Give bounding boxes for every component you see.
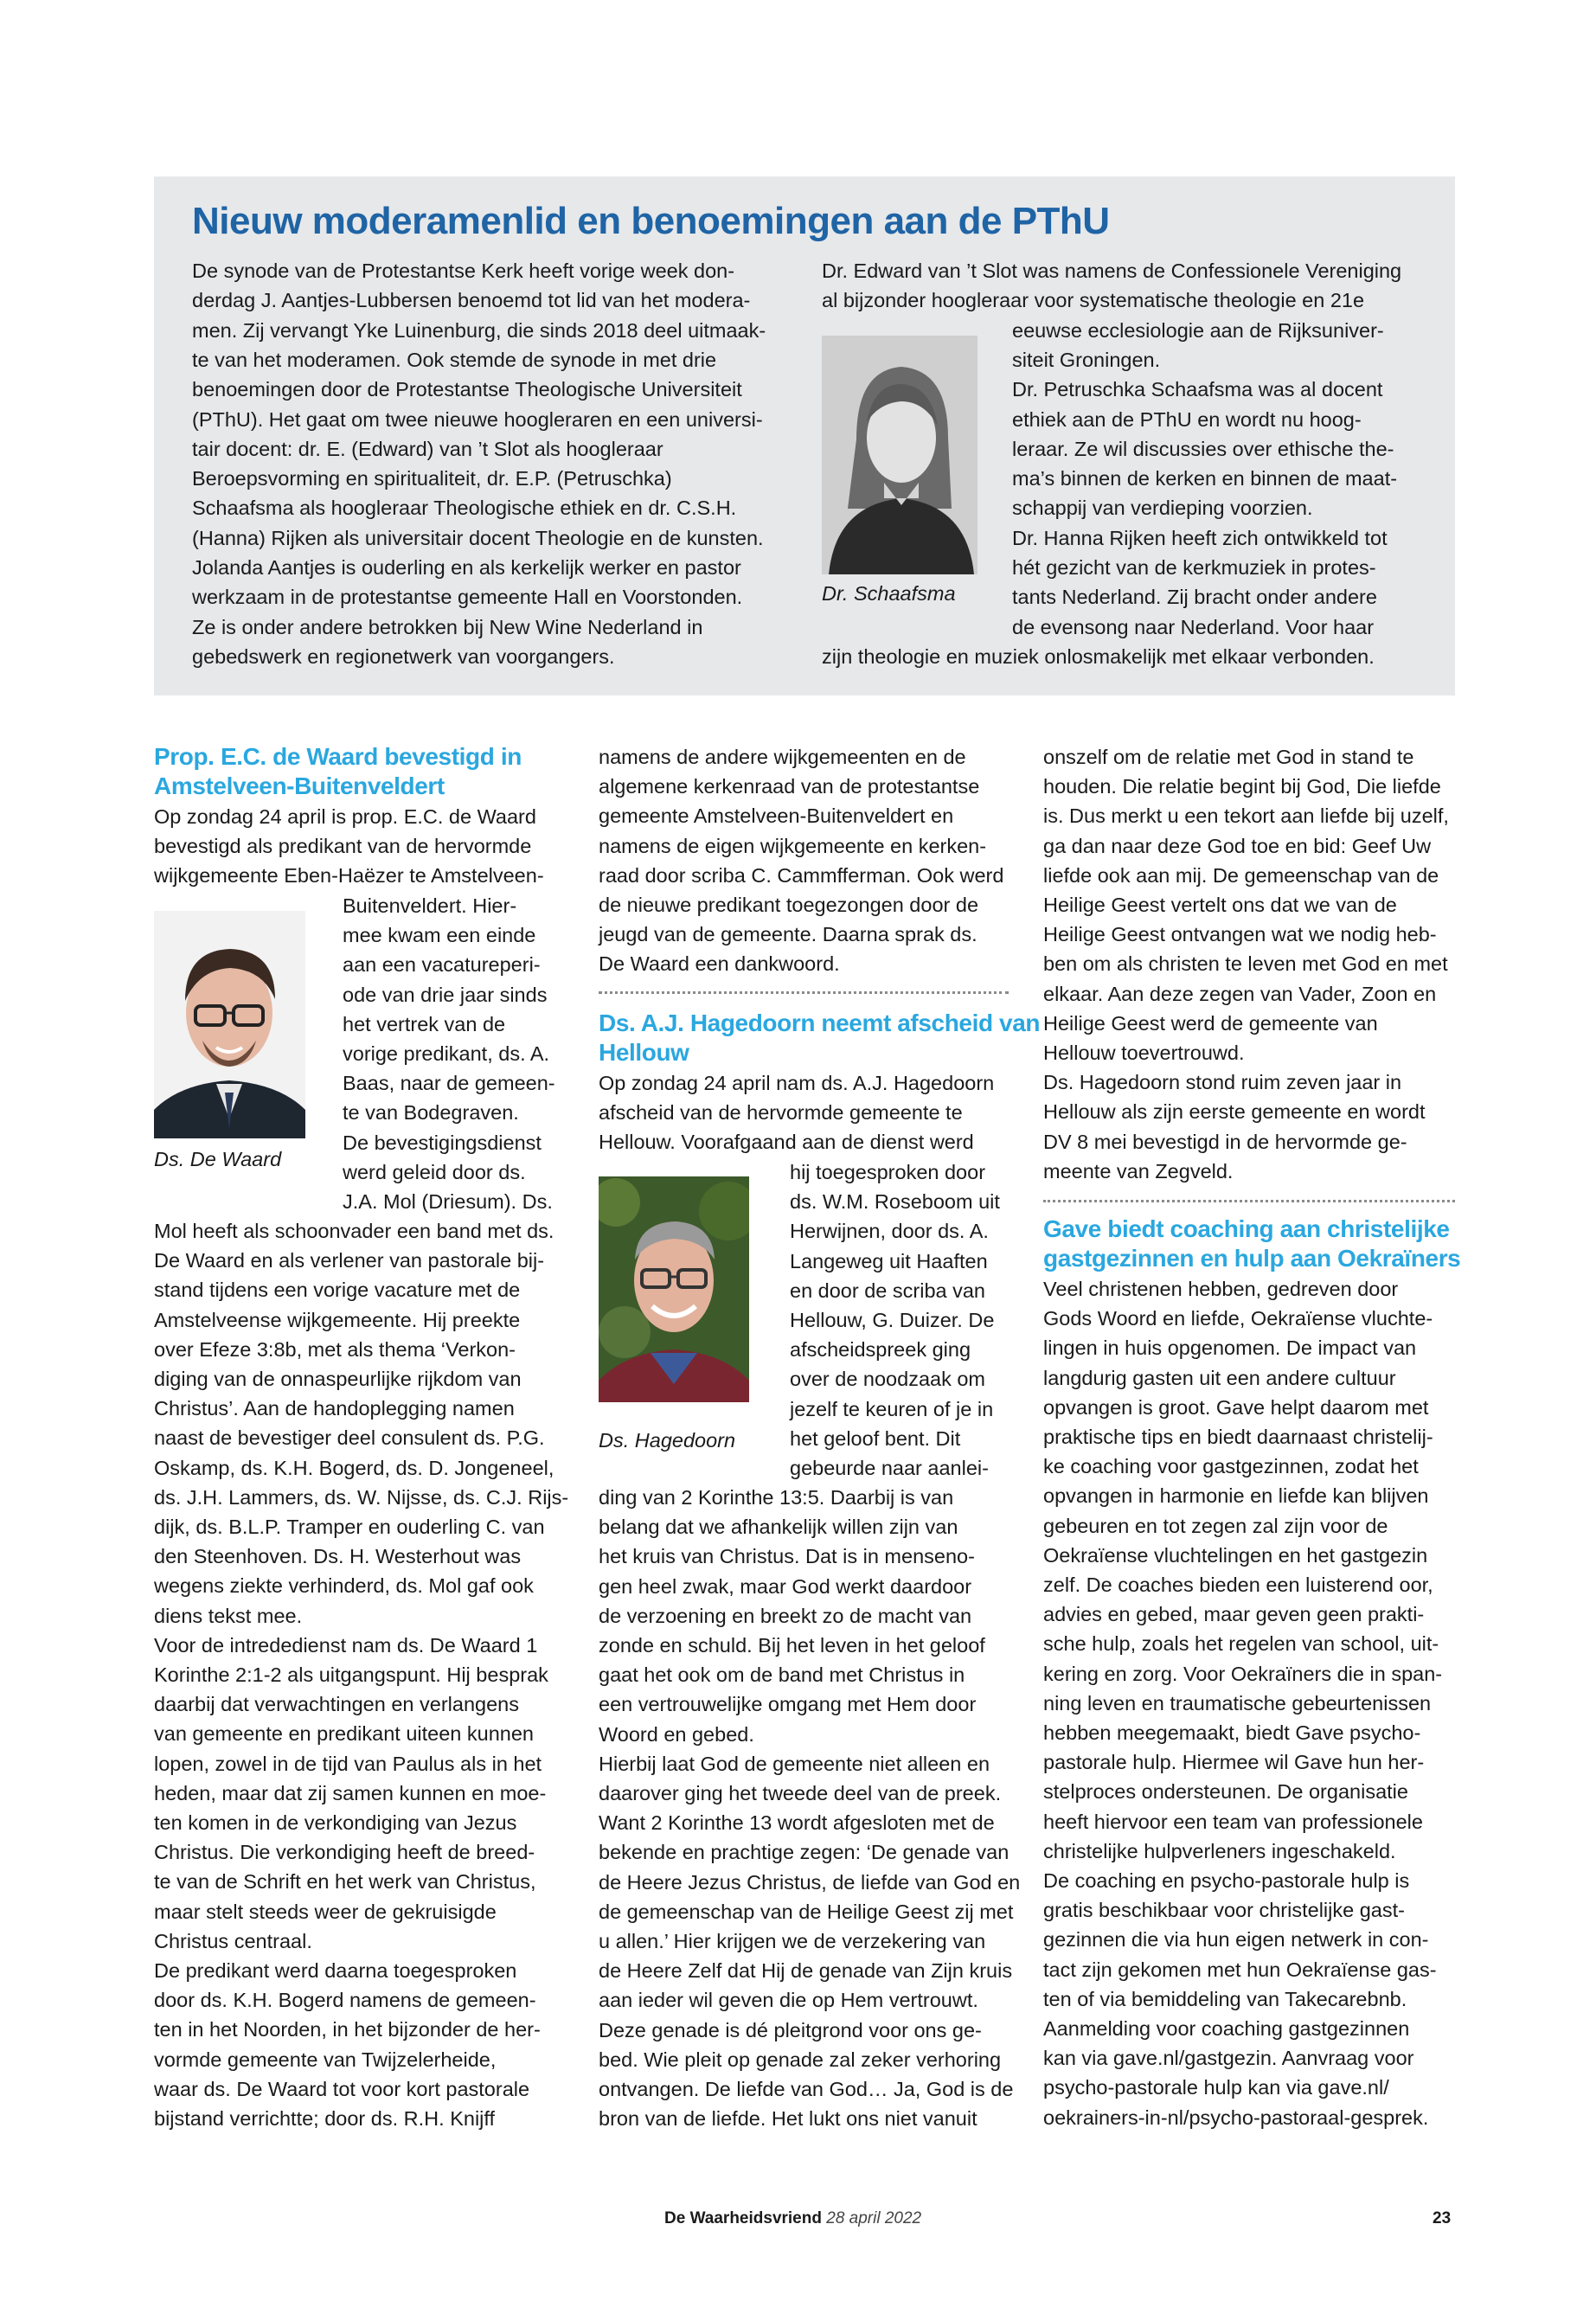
text-line: opvangen is groot. Gave helpt daarom met [1043, 1395, 1429, 1419]
text-line: werkzaam in de protestantse gemeente Hall en Voorstonden. [192, 586, 743, 609]
text-line: waar ds. De Waard tot voor kort pastorale [154, 2077, 530, 2100]
heading-line: gastgezinnen en hulp aan Oekraïners [1043, 1245, 1461, 1272]
text-line: heeft hiervoor een team van professionele [1043, 1810, 1423, 1833]
text-line: Schaafsma als hoogleraar Theologische ethiek en dr. C.S.H. [192, 497, 737, 520]
caption-schaafsma: Dr. Schaafsma [822, 582, 956, 605]
text-line: belang dat we afhankelijk willen zijn van [599, 1516, 958, 1539]
text-line: den Steenhoven. Ds. H. Westerhout was [154, 1545, 522, 1568]
text-line: lopen, zowel in de tijd van Paulus als in het [154, 1752, 542, 1775]
text-line: het kruis van Christus. Dat is in menseno- [599, 1545, 975, 1568]
text-line: gemeente Amstelveen-Buitenveldert en [599, 804, 954, 828]
text-line: afscheidspreek ging [790, 1338, 971, 1362]
publication-date: 28 april 2022 [826, 2209, 922, 2227]
text-line: aan een vacatureperi- [343, 953, 541, 977]
text-line: De predikant werd daarna toegesproken [154, 1959, 517, 1982]
text-line: Oekraïense vluchtelingen en het gastgezin [1043, 1543, 1428, 1567]
text-line: aan ieder wil geven die op Hem vertrouwt. [599, 1989, 978, 2012]
text-line: Op zondag 24 april is prop. E.C. de Waard [154, 805, 536, 828]
text-line: benoemingen door de Protestantse Theologische Universiteit [192, 378, 742, 401]
text-line: raad door scriba C. Cammfferman. Ook werd [599, 863, 1004, 887]
footer-publication [664, 2208, 921, 2230]
text-line: Hellouw als zijn eerste gemeente en wordt [1043, 1100, 1426, 1124]
text-line: de Heere Zelf dat Hij de genade van Zijn kruis [599, 1959, 1013, 1983]
text-line: ten komen in de verkondiging van Jezus [154, 1811, 517, 1834]
text-line: het vertrek van de [343, 1012, 506, 1035]
article-divider-1 [599, 991, 1009, 994]
text-line: Jolanda Aantjes is ouderling en als kerkelijk werker en pastor [192, 556, 741, 579]
text-line: christelijke hulpverleners ingeschakeld. [1043, 1839, 1396, 1862]
text-line: De coaching en psycho-pastorale hulp is [1043, 1869, 1410, 1892]
text-line: Baas, naar de gemeen- [343, 1072, 555, 1095]
page-number: 23 [1433, 2209, 1452, 2227]
text-line: namens de eigen wijkgemeente en kerken- [599, 834, 987, 857]
photo-hagedoorn [599, 1176, 749, 1402]
text-line: de verzoening en breekt zo de macht van [599, 1604, 972, 1627]
text-line: naast de bevestiger deel consulent ds. P.G. [154, 1426, 545, 1450]
text-line: tact zijn gekomen met hun Oekraïense gas- [1043, 1958, 1437, 1981]
text-line: elkaar. Aan deze zegen van Vader, Zoon en [1043, 982, 1437, 1005]
text-line: Voor de intrededienst nam ds. De Waard 1 [154, 1633, 538, 1657]
text-line: pastorale hulp. Hiermee wil Gave hun her- [1043, 1751, 1425, 1774]
text-line: Hellouw toevertrouwd. [1043, 1042, 1245, 1064]
text-line: Want 2 Korinthe 13 wordt afgesloten met de [599, 1811, 995, 1835]
text-line: jezelf te keuren of je in [790, 1397, 994, 1420]
text-line: vorige predikant, ds. A. [343, 1042, 550, 1065]
text-line: onszelf om de relatie met God in stand te [1043, 746, 1414, 768]
text-line: tair docent: dr. E. (Edward) van ’t Slot als hoogleraar [192, 437, 663, 460]
text-line: gaat het ook om de band met Christus in [599, 1663, 965, 1687]
text-line: Dr. Edward van ’t Slot was namens de Confessionele Vereniging [822, 260, 1402, 282]
text-line: Korinthe 2:1-2 als uitgangspunt. Hij besprak [154, 1663, 548, 1686]
text-line: stelproces ondersteunen. De organisatie [1043, 1780, 1408, 1804]
text-line: kering en zorg. Voor Oekraïners die in span- [1043, 1662, 1443, 1685]
text-line: J.A. Mol (Driesum). Ds. [343, 1190, 553, 1213]
text-line: sche hulp, zoals het regelen van school, uit- [1043, 1632, 1439, 1656]
text-line: werd geleid door ds. [343, 1160, 526, 1183]
text-line: derdag J. Aantjes-Lubbersen benoemd tot lid van het modera- [192, 289, 751, 312]
text-line: u allen.’ Hier krijgen we de verzekering van [599, 1930, 986, 1952]
text-line: Deze genade is dé pleitgrond voor ons ge- [599, 2018, 982, 2041]
text-line: (PThU). Het gaat om twee nieuwe hoogleraren en een universi- [192, 407, 763, 431]
text-line: eeuwse ecclesiologie aan de Rijksuniver- [1012, 318, 1384, 342]
heading-line: Amstelveen-Buitenveldert [154, 772, 445, 799]
text-line: ga dan naar deze God toe en bid: Geef Uw [1043, 834, 1432, 857]
text-line: siteit Groningen. [1012, 348, 1161, 371]
text-line: Aanmelding voor coaching gastgezinnen [1043, 2017, 1410, 2040]
text-line: Hellouw, G. Duizer. De [790, 1309, 995, 1331]
text-line: diging van de onnaspeurlijke rijkdom van [154, 1368, 522, 1390]
text-line: Herwijnen, door ds. A. [790, 1220, 989, 1243]
text-line: ontvangen. De liefde van God… Ja, God is de [599, 2078, 1014, 2100]
text-line: gebeuren en tot zegen zal zijn voor de [1043, 1514, 1388, 1537]
photo-schaafsma [822, 336, 977, 574]
text-line: Hellouw. Voorafgaand aan de dienst werd [599, 1131, 974, 1154]
heading-line: Ds. A.J. Hagedoorn neemt afscheid van [599, 1009, 1041, 1036]
text-line: ke coaching voor gastgezinnen, zodat het [1043, 1455, 1419, 1478]
text-line: De bevestigingsdienst [343, 1131, 542, 1154]
text-line: maar stelt steeds weer de gekruisigde [154, 1900, 497, 1923]
text-line: tants Nederland. Zij bracht onder andere [1012, 586, 1377, 609]
text-line: wijkgemeente Eben-Haëzer te Amstelveen- [154, 864, 544, 888]
text-line: leraar. Ze wil discussies over ethische the- [1012, 437, 1394, 460]
text-line: ten of via bemiddeling van Takecarebnb. [1043, 1987, 1407, 2010]
text-line: Christus’. Aan de handoplegging namen [154, 1397, 515, 1420]
text-line: al bijzonder hoogleraar voor systematische theologie en 21e [822, 289, 1365, 312]
text-line: jeugd van de gemeente. Daarna sprak ds. [599, 923, 977, 946]
text-line: het geloof bent. Dit [790, 1426, 961, 1450]
text-line: zelf. De coaches bieden een luisterend oor, [1043, 1574, 1433, 1596]
text-line: bed. Wie pleit op genade zal zeker verhoring [599, 2048, 1002, 2071]
text-line: Christus. Die verkondiging heeft de breed- [154, 1841, 535, 1864]
text-line: opvangen in harmonie en liefde kan blijven [1043, 1484, 1429, 1508]
text-line: Ds. Hagedoorn stond ruim zeven jaar in [1043, 1071, 1402, 1094]
text-line: vormde gemeente van Twijzelerheide, [154, 2048, 497, 2071]
text-line: te van de Schrift en het werk van Christus, [154, 1870, 536, 1894]
text-line: oekrainers-in-nl/psycho-pastoraal-gesprek. [1043, 2106, 1429, 2129]
text-line: Buitenveldert. Hier- [343, 894, 517, 917]
text-line: psycho-pastorale hulp kan via gave.nl/ [1043, 2076, 1389, 2099]
text-line: zonde en schuld. Bij het leven in het geloof [599, 1634, 985, 1657]
heading-line: Gave biedt coaching aan christelijke [1043, 1215, 1450, 1242]
text-line: de Heere Jezus Christus, de liefde van God en [599, 1870, 1021, 1894]
text-line: Heilige Geest werd de gemeente van [1043, 1011, 1378, 1035]
text-line: de evensong naar Nederland. Voor haar [1012, 615, 1375, 638]
heading-line: Prop. E.C. de Waard bevestigd in [154, 743, 522, 770]
text-line: Beroepsvorming en spiritualiteit, dr. E.P. (Petruschka) [192, 467, 672, 490]
text-line: langdurig gasten uit een andere cultuur [1043, 1366, 1396, 1389]
text-line: Christus centraal. [154, 1929, 312, 1952]
text-line: Mol heeft als schoonvader een band met ds. [154, 1220, 554, 1242]
text-line: stand tijdens een vorige vacature met de [154, 1279, 521, 1302]
text-line: mee kwam een einde [343, 924, 536, 947]
text-line: Dr. Hanna Rijken heeft zich ontwikkeld tot [1012, 526, 1388, 549]
text-line: Amstelveense wijkgemeente. Hij preekte [154, 1308, 521, 1331]
text-line: De synode van de Protestantse Kerk heeft vorige week don- [192, 260, 735, 282]
heading-line: Hellouw [599, 1039, 689, 1066]
text-line: ning leven en traumatische gebeurtenissen [1043, 1691, 1432, 1715]
text-line: de gemeenschap van de Heilige Geest zij met [599, 1900, 1014, 1923]
text-line: liefde ook aan mij. De gemeenschap van de [1043, 863, 1439, 887]
text-line: bevestigd als predikant van de hervormde [154, 835, 532, 858]
text-line: Heilige Geest vertelt ons dat we van de [1043, 894, 1397, 916]
photo-de-waard [154, 911, 305, 1138]
text-line: De Waard en als verlener van pastorale bij- [154, 1249, 545, 1272]
caption-hagedoorn: Ds. Hagedoorn [599, 1429, 736, 1452]
text-line: DV 8 mei bevestigd in de hervormde ge- [1043, 1130, 1407, 1153]
text-line: hét gezicht van de kerkmuziek in protes- [1012, 556, 1376, 579]
text-line: De Waard een dankwoord. [599, 952, 840, 976]
text-line: ethiek aan de PThU en wordt nu hoog- [1012, 407, 1362, 431]
text-line: Oskamp, ds. K.H. Bogerd, ds. D. Jongeneel, [154, 1456, 554, 1479]
text-line: hebben meegemaakt, biedt Gave psycho- [1043, 1721, 1421, 1744]
article-divider-2 [1043, 1200, 1455, 1202]
text-line: Dr. Petruschka Schaafsma was al docent [1012, 378, 1383, 401]
text-line: is. Dus merkt u een tekort aan liefde bij uzelf, [1043, 804, 1449, 828]
text-line: men. Zij vervangt Yke Luinenburg, die sinds 2018 deel uitmaak- [192, 318, 766, 342]
text-line: gebeurde naar aanlei- [790, 1457, 989, 1479]
text-line: schappij van verdieping voorzien. [1012, 497, 1313, 520]
text-line: over de noodzaak om [790, 1368, 986, 1391]
text-line: en door de scriba van [790, 1279, 986, 1302]
text-line: ma’s binnen de kerken en binnen de maat- [1012, 467, 1398, 490]
text-line: over Efeze 3:8b, met als thema ‘Verkon- [154, 1337, 516, 1361]
publication-name: De Waarheidsvriend [664, 2209, 822, 2227]
text-line: advies en gebed, maar geven geen prakti- [1043, 1603, 1425, 1626]
text-line: daarover ging het tweede deel van de preek. [599, 1782, 1002, 1804]
text-line: gebedswerk en regionetwerk van voorgangers. [192, 644, 615, 668]
text-line: Gods Woord en liefde, Oekraïense vluchte- [1043, 1307, 1433, 1330]
text-line: van gemeente en predikant uiteen kunnen [154, 1722, 534, 1746]
text-line: namens de andere wijkgemeenten en de [599, 746, 966, 768]
text-line: lingen in huis opgenomen. De impact van [1043, 1336, 1417, 1360]
caption-de-waard: Ds. De Waard [154, 1148, 282, 1170]
text-line: te van het moderamen. Ook stemde de synode in met drie [192, 348, 717, 371]
text-line: Hierbij laat God de gemeente niet alleen en [599, 1752, 990, 1775]
text-line: kan via gave.nl/gastgezin. Aanvraag voor [1043, 2047, 1414, 2070]
text-line: ben om als christen te leven met God en met [1043, 952, 1448, 976]
text-line: Ze is onder andere betrokken bij New Wine Nederland in [192, 615, 703, 638]
text-line: Woord en gebed. [599, 1722, 754, 1746]
text-line: een vertrouwelijke omgang met Hem door [599, 1693, 977, 1716]
text-line: diens tekst mee. [154, 1604, 303, 1627]
text-line: gen heel zwak, maar God werkt daardoor [599, 1574, 972, 1598]
text-line: Op zondag 24 april nam ds. A.J. Hagedoorn [599, 1072, 995, 1094]
text-line: dijk, ds. B.L.P. Tramper en ouderling C. van [154, 1516, 545, 1538]
text-line: praktische tips en biedt daarnaast christelij- [1043, 1426, 1433, 1448]
text-line: de nieuwe predikant toegezongen door de [599, 894, 979, 916]
text-line: bron van de liefde. Het lukt ons niet vanuit [599, 2107, 977, 2131]
text-line: ten in het Noorden, in het bijzonder de her- [154, 2018, 541, 2041]
text-line: ding van 2 Korinthe 13:5. Daarbij is van [599, 1486, 954, 1509]
text-line: bekende en prachtige zegen: ‘De genade van [599, 1841, 1010, 1864]
text-line: algemene kerkenraad van de protestantse [599, 775, 980, 798]
text-line: Veel christenen hebben, gedreven door [1043, 1278, 1399, 1300]
text-line: daarbij dat verwachtingen en verlangens [154, 1693, 519, 1716]
text-line: hij toegesproken door [790, 1161, 986, 1183]
text-line: door ds. K.H. Bogerd namens de gemeen- [154, 1989, 536, 2012]
text-line: (Hanna) Rijken als universitair docent Theologie en de kunsten. [192, 526, 764, 549]
text-line: meente van Zegveld. [1043, 1159, 1234, 1183]
text-line: zijn theologie en muziek onlosmakelijk met elkaar verbonden. [822, 645, 1375, 668]
text-line: houden. Die relatie begint bij God, Die liefde [1043, 775, 1441, 798]
text-line: heden, maar dat zij samen kunnen en moe- [154, 1781, 547, 1804]
text-line: te van Bodegraven. [343, 1101, 519, 1125]
text-line: ode van drie jaar sinds [343, 983, 548, 1006]
text-line: ds. W.M. Roseboom uit [790, 1190, 1000, 1214]
text-line: wegens ziekte verhinderd, ds. Mol gaf ook [154, 1574, 534, 1598]
text-line: gratis beschikbaar voor christelijke gast- [1043, 1899, 1405, 1922]
text-line: Langeweg uit Haaften [790, 1249, 988, 1272]
text-line: bijstand verrichtte; door ds. R.H. Knijff [154, 2107, 496, 2130]
text-line: Heilige Geest ontvangen wat we nodig heb- [1043, 923, 1437, 946]
text-line: ds. J.H. Lammers, ds. W. Nijsse, ds. C.J. Rijs- [154, 1485, 569, 1509]
text-line: gezinnen die via hun eigen netwerk in con- [1043, 1928, 1429, 1952]
box-title: Nieuw moderamenlid en benoemingen aan de PThU [192, 200, 1110, 242]
text-line: afscheid van de hervormde gemeente te [599, 1101, 963, 1125]
